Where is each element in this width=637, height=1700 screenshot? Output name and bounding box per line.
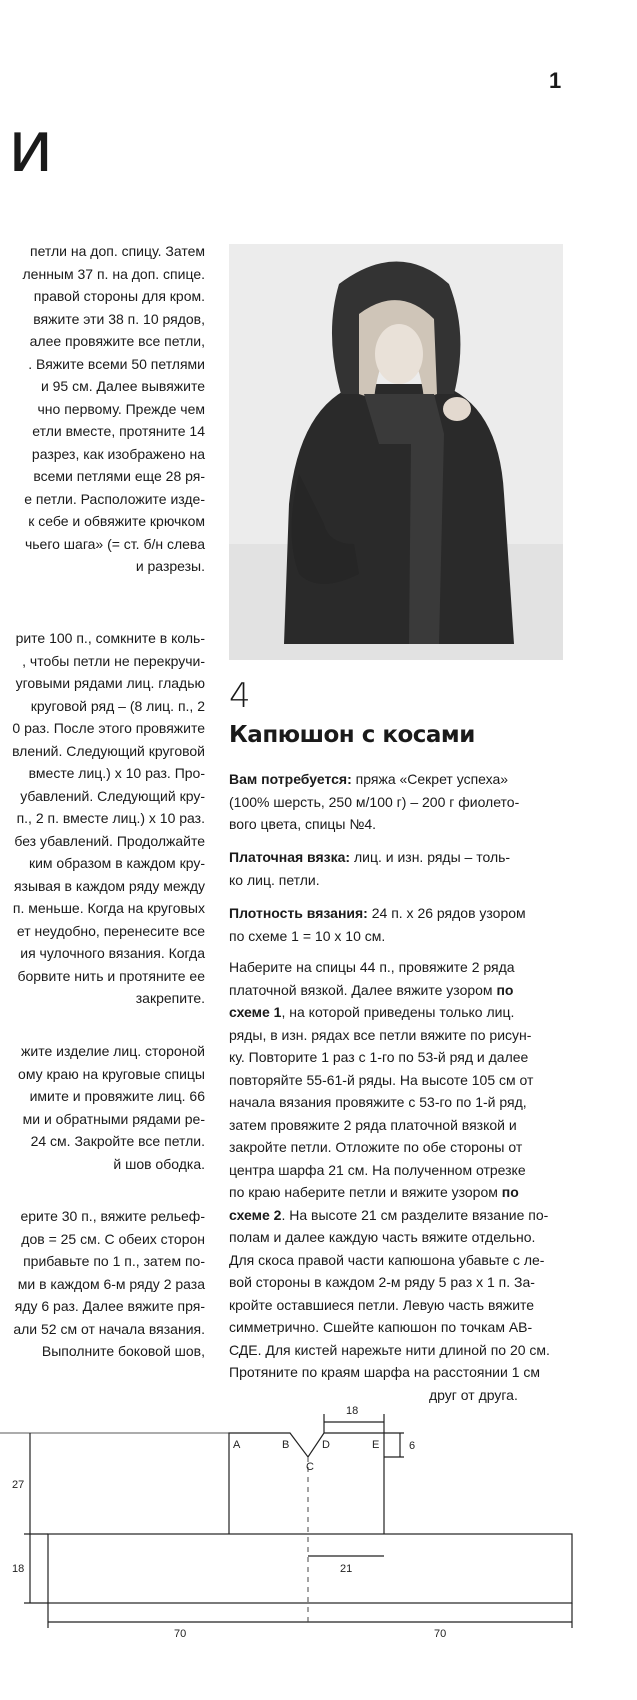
section-number: 4 bbox=[229, 676, 251, 716]
gauge-paragraph: Плотность вязания: 24 п. х 26 рядов узором по схеме 1 = 10 х 10 см. bbox=[229, 905, 526, 944]
left-text-block-3: жите изделие лиц. стороной ому краю на круговые спицы имите и провяжите лиц. 66 ми и обратными рядами ре- 24 см. Закройте все петли. й шов ободка. bbox=[18, 1043, 205, 1172]
page-number: 1 bbox=[549, 68, 562, 93]
point-b: B bbox=[282, 1439, 290, 1451]
scarf-outline bbox=[48, 1534, 572, 1603]
dim-hood-height: 27 bbox=[12, 1479, 25, 1491]
garter-stitch-paragraph: Платочная вязка: лиц. и изн. ряды – толь- ко лиц. петли. bbox=[229, 849, 511, 888]
hood-outline bbox=[229, 1433, 384, 1534]
materials-label: Вам потребуется: bbox=[229, 771, 352, 787]
article-title: Капюшон с косами bbox=[229, 722, 475, 748]
left-text-block-4: ерите 30 п., вяжите рельеф- дов = 25 см. С обеих сторон прибавьте по 1 п., затем по- ми в каждом 6-м ряду 2 раза яду 6 раз. Далее вяжите пря- али 52 см от начала вязания. Выполните боковой шов, bbox=[13, 1208, 205, 1359]
dim-notch-depth: 6 bbox=[409, 1440, 416, 1452]
hooded-scarf-illustration bbox=[229, 244, 563, 660]
point-a: A bbox=[233, 1439, 241, 1451]
hood-scarf-schematic bbox=[0, 1392, 637, 1642]
dim-top-width: 18 bbox=[346, 1405, 359, 1417]
section-letter: и bbox=[8, 106, 56, 188]
left-text-block-1: петли на доп. спицу. Затем ленным 37 п. на доп. спице. правой стороны для кром. вяжите эти 38 п. 10 рядов, алее провяжите все петли, . Вяжите всеми 50 петлями и 95 см. Далее вывяжите чно первому. Прежде чем етли вместе, протяните 14 разрез, как изображено на всеми петлями еще 28 ря- е петли. Расположите изде- к себе и обвяжите крючком чьего шага» (= ст. б/н слева и разрезы. bbox=[22, 243, 205, 574]
dim-inner-width: 21 bbox=[340, 1563, 353, 1575]
left-text-block-2: рите 100 п., сомкните в коль- , чтобы петли не перекручи- уговыми рядами лиц. гладью круговой ряд – (8 лиц. п., 2 0 раз. После этого провяжите влений. Следующий круговой вместе лиц.) х 10 раз. Про- убавлений. Следующий кру- п., 2 п. вместе лиц.) х 10 раз. без убавлений. Продолжайте ким образом в каждом кру- язывая в каждом ряду между п. меньше. Когда на круговых ет неудобно, перенесите все ия чулочного вязания. Когда борвите нить и протяните ее закрепите. bbox=[12, 630, 205, 1006]
dim-scarf-height: 18 bbox=[12, 1563, 25, 1575]
dim-left-length: 70 bbox=[174, 1628, 187, 1640]
garter-label: Платочная вязка: bbox=[229, 849, 351, 865]
point-c: C bbox=[306, 1461, 314, 1473]
materials-paragraph: Вам потребуется: пряжа «Секрет успеха» (100% шерсть, 250 м/100 г) – 200 г фиолето- вого цвета, спицы №4. bbox=[229, 771, 520, 832]
instructions-paragraph: Наберите на спицы 44 п., провяжите 2 ряда платочной вязкой. Далее вяжите узором по схеме 1, на которой приведены только лиц. ряды, в изн. рядах все петли вяжите по рисун- ку. Повторите 1 раз с 1-го по 53-й ряд и далее повторяйте 55-61-й ряды. На высоте 105 см от начала вязания провяжите с 53-го по 1-й ряд, затем провяжите 2 ряда платочной вязкой и закройте петли. Отложите по обе стороны от центра шарфа 21 см. На полученном отрезке по краю наберите петли и вяжите узором по схеме 2. На высоте 21 см разделите вязание по- полам и далее каждую часть вяжите отдельно. Для скоса правой части капюшона убавьте с ле- вой стороны в каждом 2-м ряду 5 раз х 1 п. За- кройте оставшиеся петли. Левую часть вяжите симметрично. Сшейте капюшон по точкам АВ- СДЕ. Для кистей нарежьте нити длиной по 20 см. Протяните по краям шарфа на расстоянии 1 см друг от друга. bbox=[229, 959, 550, 1403]
gauge-label: Плотность вязания: bbox=[229, 905, 368, 921]
dim-right-length: 70 bbox=[434, 1628, 447, 1640]
point-d: D bbox=[322, 1439, 330, 1451]
point-e: E bbox=[372, 1439, 380, 1451]
model-photo bbox=[229, 244, 563, 660]
